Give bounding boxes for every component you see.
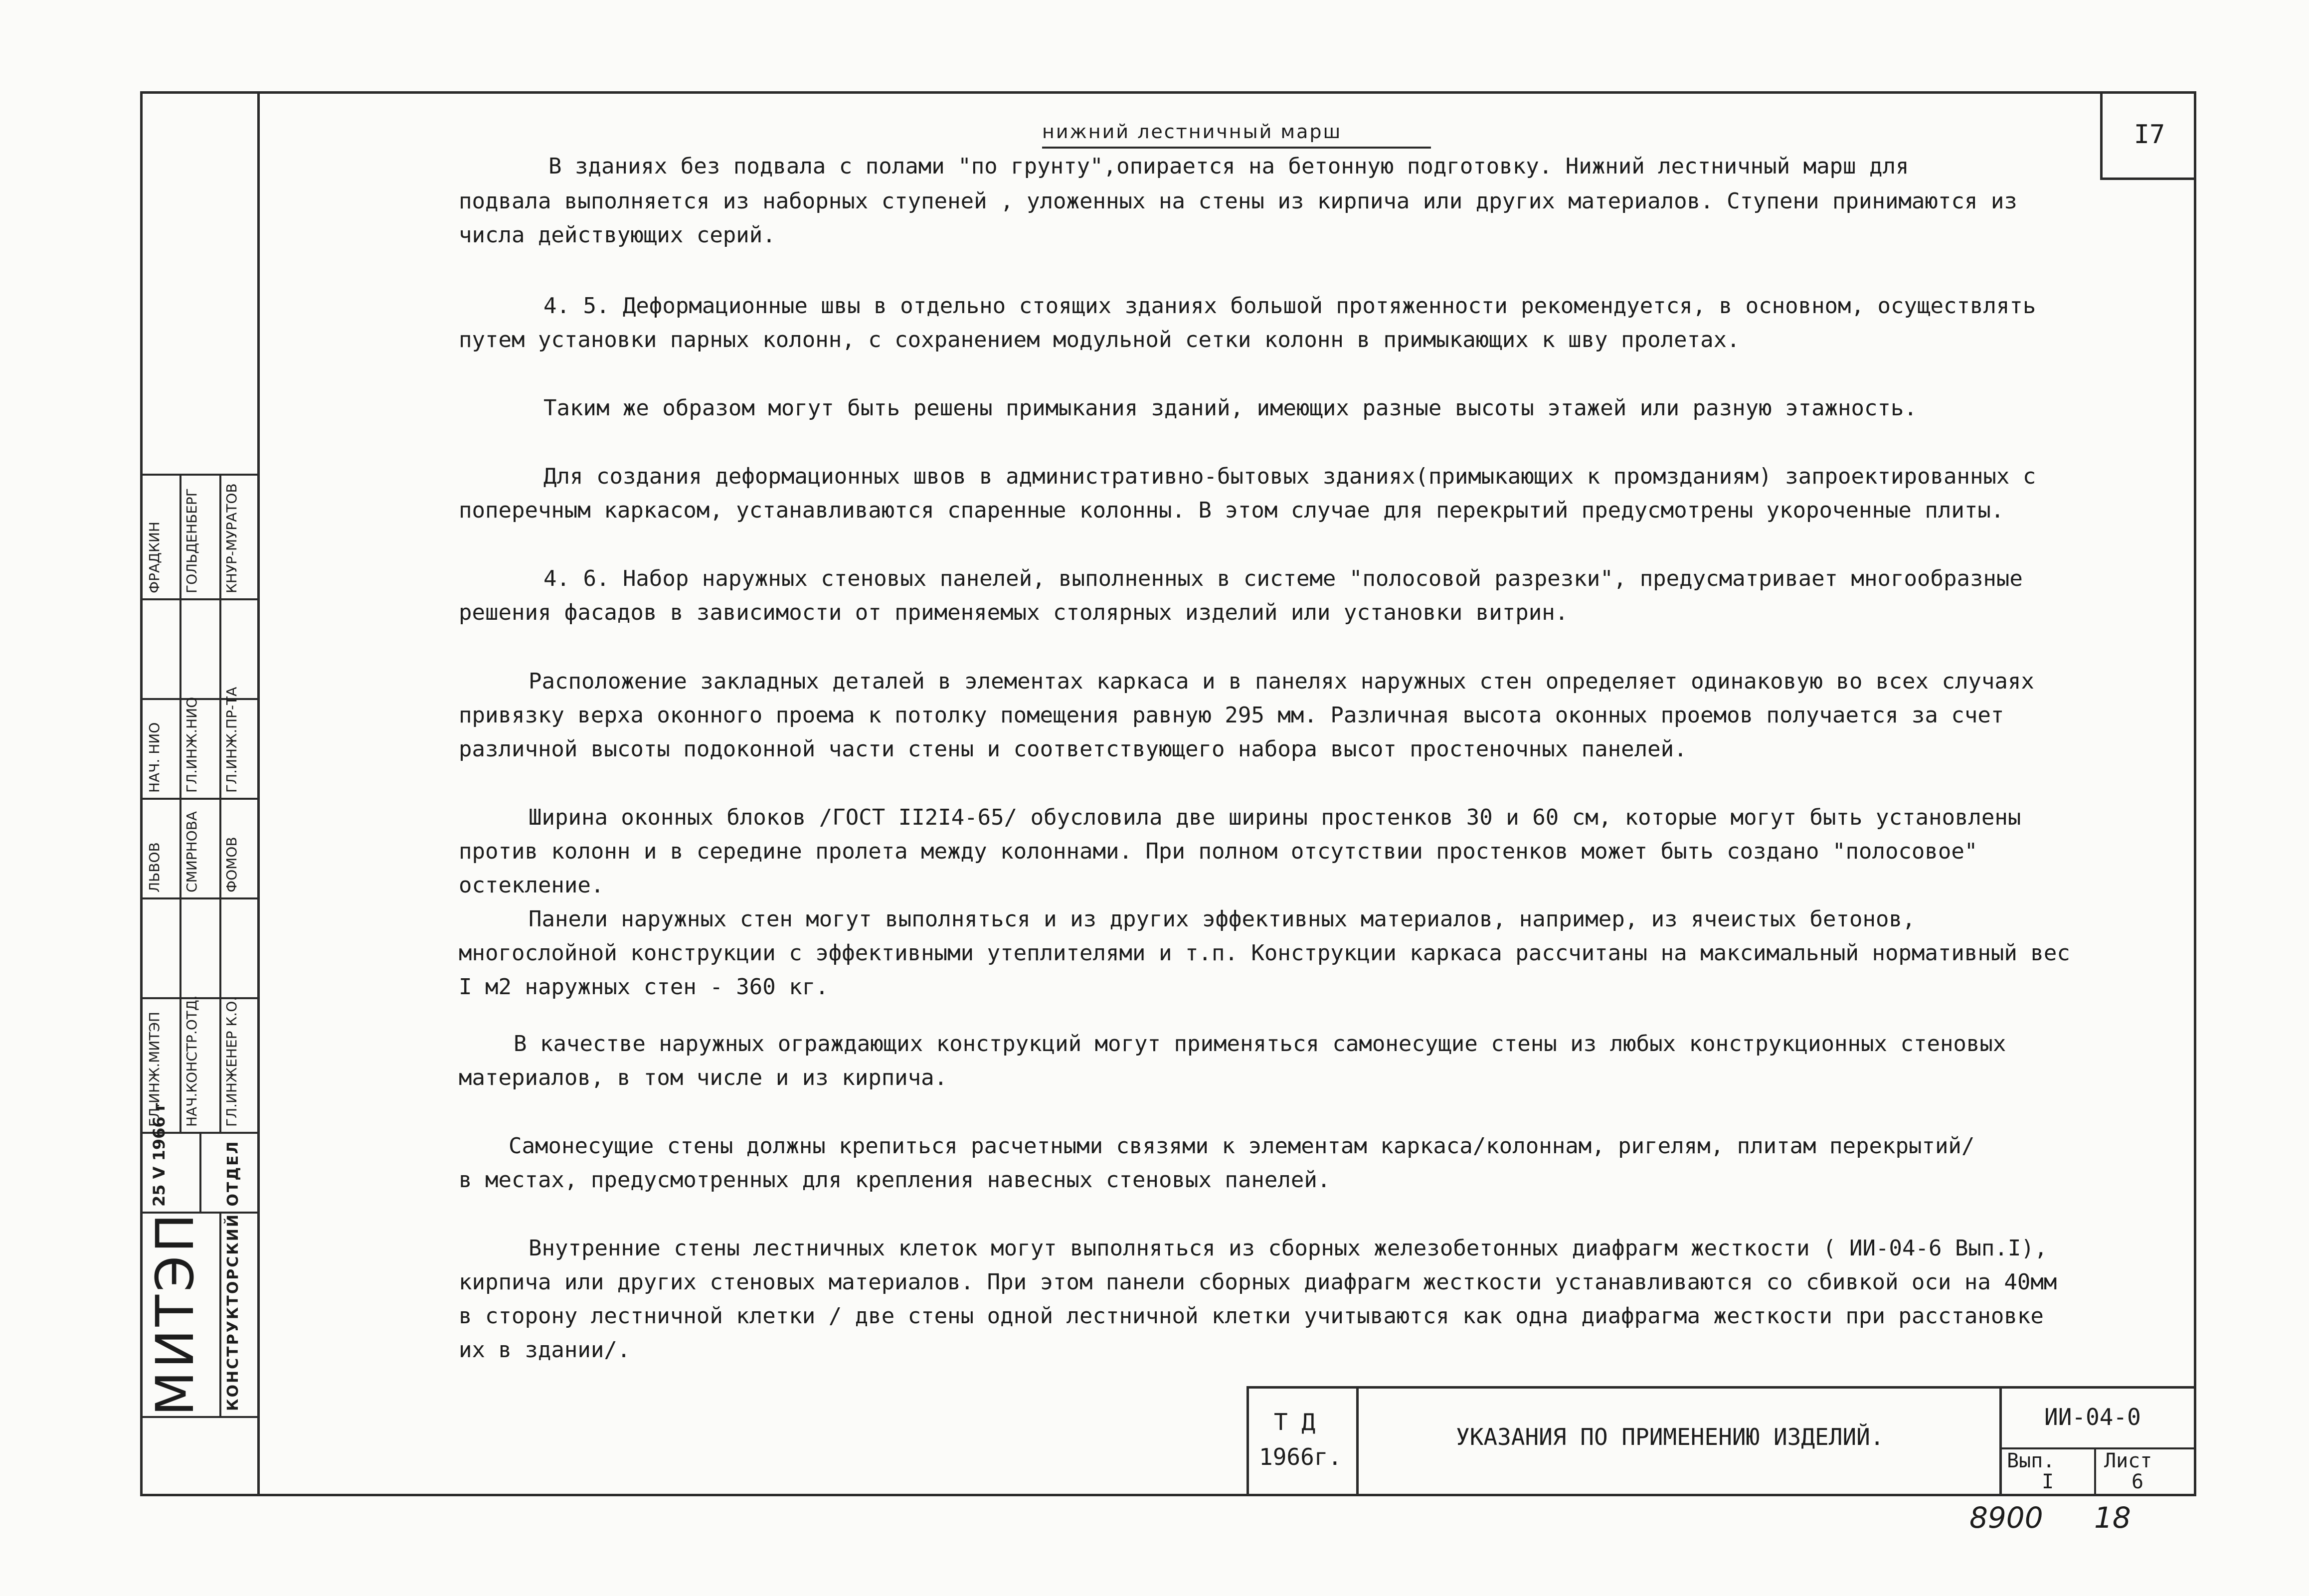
text-line: Самонесущие стены должны крепиться расчетными связями к элементам каркаса/колоннам, ригелям, плитам перекрытий/ [509, 1133, 1975, 1159]
text-line: путем установки парных колонн, с сохранением модульной сетки колонн в примыкающих к шву пролетах. [459, 327, 1740, 353]
title-block [1246, 1386, 2196, 1496]
footer-number-left: 8900 [1969, 1501, 2043, 1535]
text-line: привязку верха оконного проема к потолку помещения равную 295 мм. Различная высота оконных проемов получается за счет [459, 703, 2004, 728]
title-year: 1966г. [1259, 1443, 1342, 1470]
text-line: Панели наружных стен могут выполняться и из других эффективных материалов, например, из ячеистых бетонов, [529, 906, 1916, 932]
text-line: Внутренние стены лестничных клеток могут выполняться из сборных железобетонных диафрагм жесткости ( ИИ-04-6 Вып.I), [529, 1236, 2048, 1261]
title-issue-label: Вып. [2007, 1449, 2055, 1472]
text-line: подвала выполняется из наборных ступеней , уложенных на стены из кирпича или других материалов. Ступени принимаются из [459, 188, 2017, 214]
text-line: в сторону лестничной клетки / две стены одной лестничной клетки учитываются как одна диафрагма жесткости при расстановке [459, 1303, 2044, 1329]
text-line: В зданиях без подвала с полами "по грунту",опирается на бетонную подготовку. Нижний лестничный марш для [548, 154, 1909, 179]
title-series: ИИ-04-0 [2044, 1404, 2141, 1430]
title-sheet: 6 [2131, 1470, 2144, 1493]
stamp-org-sub: КОНСТРУКТОРСКИЙ ОТДЕЛ [224, 1140, 242, 1411]
title-sheet-label: Лист [2104, 1449, 2152, 1472]
stamp-code: 25 V 1966 г [150, 1102, 169, 1207]
stamp-name: ГОЛЬДЕНБЕРГ [183, 488, 200, 593]
stamp-name: ФОМОВ [223, 837, 240, 892]
stamp-role: ГЛ.ИНЖЕНЕР К.О. [223, 996, 240, 1127]
stamp-name: КНУР-МУРАТОВ [223, 483, 240, 593]
title-dept: Т Д [1274, 1409, 1316, 1435]
text-line: 4. 6. Набор наружных стеновых панелей, выполненных в системе "полосовой разрезки", предусматривает многообразные [543, 566, 2023, 591]
stamp-role: ГЛ.ИНЖ.МИТЭП [146, 1012, 163, 1127]
text-line: Ширина оконных блоков /ГОСТ II2I4-65/ обусловила две ширины простенков 30 и 60 см, которые могут быть установлены [529, 805, 2021, 830]
stamp-name: ФРАДКИН [146, 522, 163, 593]
stamp-role: ГЛ.ИНЖ.НИО [183, 697, 200, 793]
title-text: УКАЗАНИЯ ПО ПРИМЕНЕНИЮ ИЗДЕЛИЙ. [1456, 1423, 1884, 1450]
text-line: различной высоты подоконной части стены и соответствующего набора высот простеночных панелей. [459, 736, 1687, 762]
stamp-role: НАЧ. НИО [146, 722, 163, 793]
stamp-role: НАЧ.КОНСТР.ОТД. [183, 995, 200, 1127]
stamp-name: ЛЬВОВ [146, 842, 163, 892]
handwritten-underline [1042, 147, 1431, 149]
text-line: их в здании/. [459, 1337, 631, 1363]
text-line: Для создания деформационных швов в административно-бытовых зданиях(примыкающих к промзданиям) запроектированных с [543, 464, 2036, 489]
text-line: остекление. [459, 873, 604, 898]
text-line: в местах, предусмотренных для крепления навесных стеновых панелей. [459, 1167, 1331, 1193]
page-number: I7 [2100, 91, 2196, 180]
text-line: В качестве наружных ограждающих конструкций могут применяться самонесущие стены из любых конструкционных стеновых [514, 1031, 2006, 1057]
text-line: многослойной конструкции с эффективными утеплителями и т.п. Конструкции каркаса рассчитаны на максимальный нормативный вес [459, 940, 2070, 966]
footer-number-right: 18 [2094, 1501, 2131, 1535]
text-line: кирпича или других стеновых материалов. При этом панели сборных диафрагм жесткости устанавливаются со сбивкой оси на 40мм [459, 1269, 2057, 1295]
text-line: Расположение закладных деталей в элементах каркаса и в панелях наружных стен определяет одинаковую во всех случаях [529, 669, 2034, 694]
text-line: поперечным каркасом, устанавливаются спаренные колонны. В этом случае для перекрытий предусмотрены укороченные плиты. [459, 498, 2004, 523]
text-line: решения фасадов в зависимости от применяемых столярных изделий или установки витрин. [459, 600, 1569, 625]
text-line: против колонн и в середине пролета между колоннами. При полном отсутствии простенков может быть создано "полосовое" [459, 839, 1978, 864]
text-line: Таким же образом могут быть решены примыкания зданий, имеющих разные высоты этажей или разную этажность. [543, 395, 1917, 421]
text-line: числа действующих серий. [459, 222, 776, 248]
stamp-name: СМИРНОВА [183, 811, 200, 892]
handwritten-heading: нижний лестничный марш [1042, 121, 1342, 143]
text-line: 4. 5. Деформационные швы в отдельно стоящих зданиях большой протяженности рекомендуется, в основном, осуществлять [543, 293, 2036, 319]
text-line: материалов, в том числе и из кирпича. [459, 1065, 948, 1090]
stamp-strip-border [257, 91, 260, 1496]
text-line: I м2 наружных стен - 360 кг. [459, 974, 829, 1000]
stamp-org: МИТЭП [145, 1211, 205, 1416]
stamp-role: ГЛ.ИНЖ.ПР-ТА [223, 687, 240, 793]
title-issue: I [2042, 1470, 2054, 1493]
